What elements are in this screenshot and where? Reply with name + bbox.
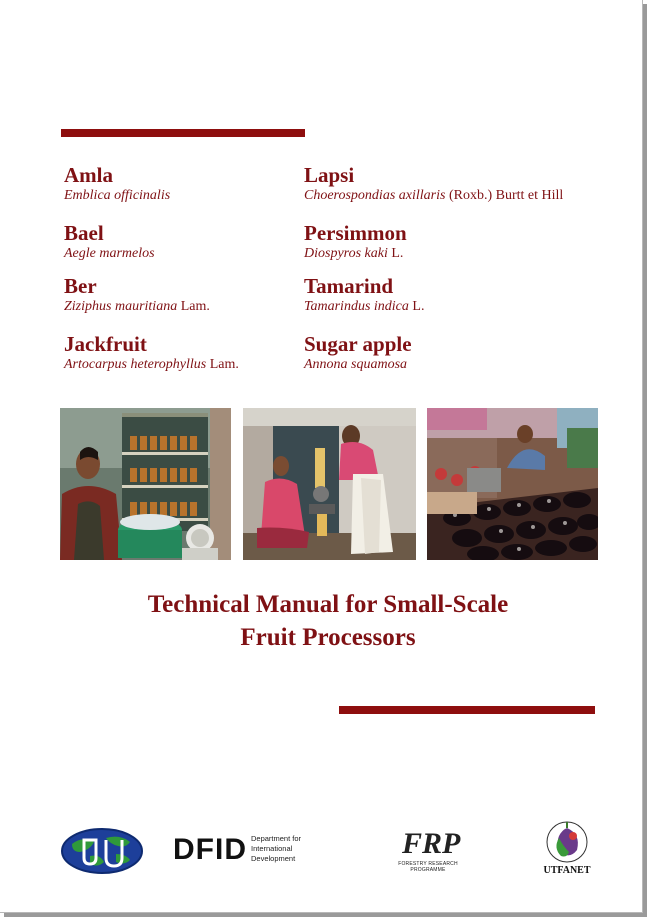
fruit-scientific-name: Annona squamosa	[304, 357, 408, 372]
fruit-common-name: Persimmon	[304, 221, 407, 245]
title-line-2: Fruit Processors	[240, 624, 416, 651]
photo-jar-shop	[60, 408, 231, 560]
fruit-common-name: Lapsi	[304, 163, 355, 187]
fruit-scientific-name: Emblica officinalis	[64, 188, 171, 203]
fruit-scientific-name: Artocarpus heterophyllus Lam.	[64, 357, 239, 372]
fruit-scientific-name: Diospyros kaki L.	[304, 246, 404, 261]
dfid-logo-text: DFID	[173, 833, 247, 866]
bottom-accent-rule	[339, 706, 595, 714]
dfid-logo	[173, 832, 303, 868]
fruit-persimmon	[304, 221, 407, 262]
fruit-common-name: Sugar apple	[304, 332, 412, 356]
fruit-bael	[64, 221, 155, 262]
fruit-jackfruit	[64, 332, 239, 373]
fruit-common-name: Ber	[64, 274, 97, 298]
document-title	[40, 588, 616, 654]
dfid-logo-subtitle: Department for International Development	[251, 834, 302, 863]
fruit-common-name: Tamarind	[304, 274, 394, 298]
fruit-common-name: Bael	[64, 221, 104, 245]
fruit-common-name: Amla	[64, 163, 113, 187]
frp-logo-text: FRP	[402, 827, 461, 860]
fruit-tamarind	[304, 274, 424, 315]
frp-logo-subtitle: FORESTRY RESEARCH PROGRAMME	[398, 861, 458, 873]
fruit-sugar-apple	[304, 332, 412, 373]
fruit-scientific-name: Choerospondias axillaris (Roxb.) Burtt et Hill	[304, 188, 564, 203]
fruit-scientific-name: Tamarindus indica L.	[304, 299, 425, 314]
globe-logo	[60, 826, 144, 876]
photo-fruit-market	[427, 408, 598, 560]
photo-fruit-processing	[243, 408, 416, 560]
utfanet-logo	[537, 818, 597, 880]
top-accent-rule	[61, 129, 305, 137]
fruit-lapsi	[304, 163, 563, 204]
fruit-scientific-name: Ziziphus mauritiana Lam.	[64, 299, 210, 314]
frp-logo	[388, 828, 468, 872]
fruit-amla	[64, 163, 170, 204]
utfanet-logo-text: UTFANET	[543, 865, 591, 876]
fruit-scientific-name: Aegle marmelos	[64, 246, 155, 261]
page-shadow-bottom	[4, 913, 647, 917]
page-shadow-right	[643, 4, 647, 917]
fruit-common-name: Jackfruit	[64, 332, 147, 356]
fruit-ber	[64, 274, 210, 315]
title-line-1: Technical Manual for Small-Scale	[147, 591, 509, 618]
